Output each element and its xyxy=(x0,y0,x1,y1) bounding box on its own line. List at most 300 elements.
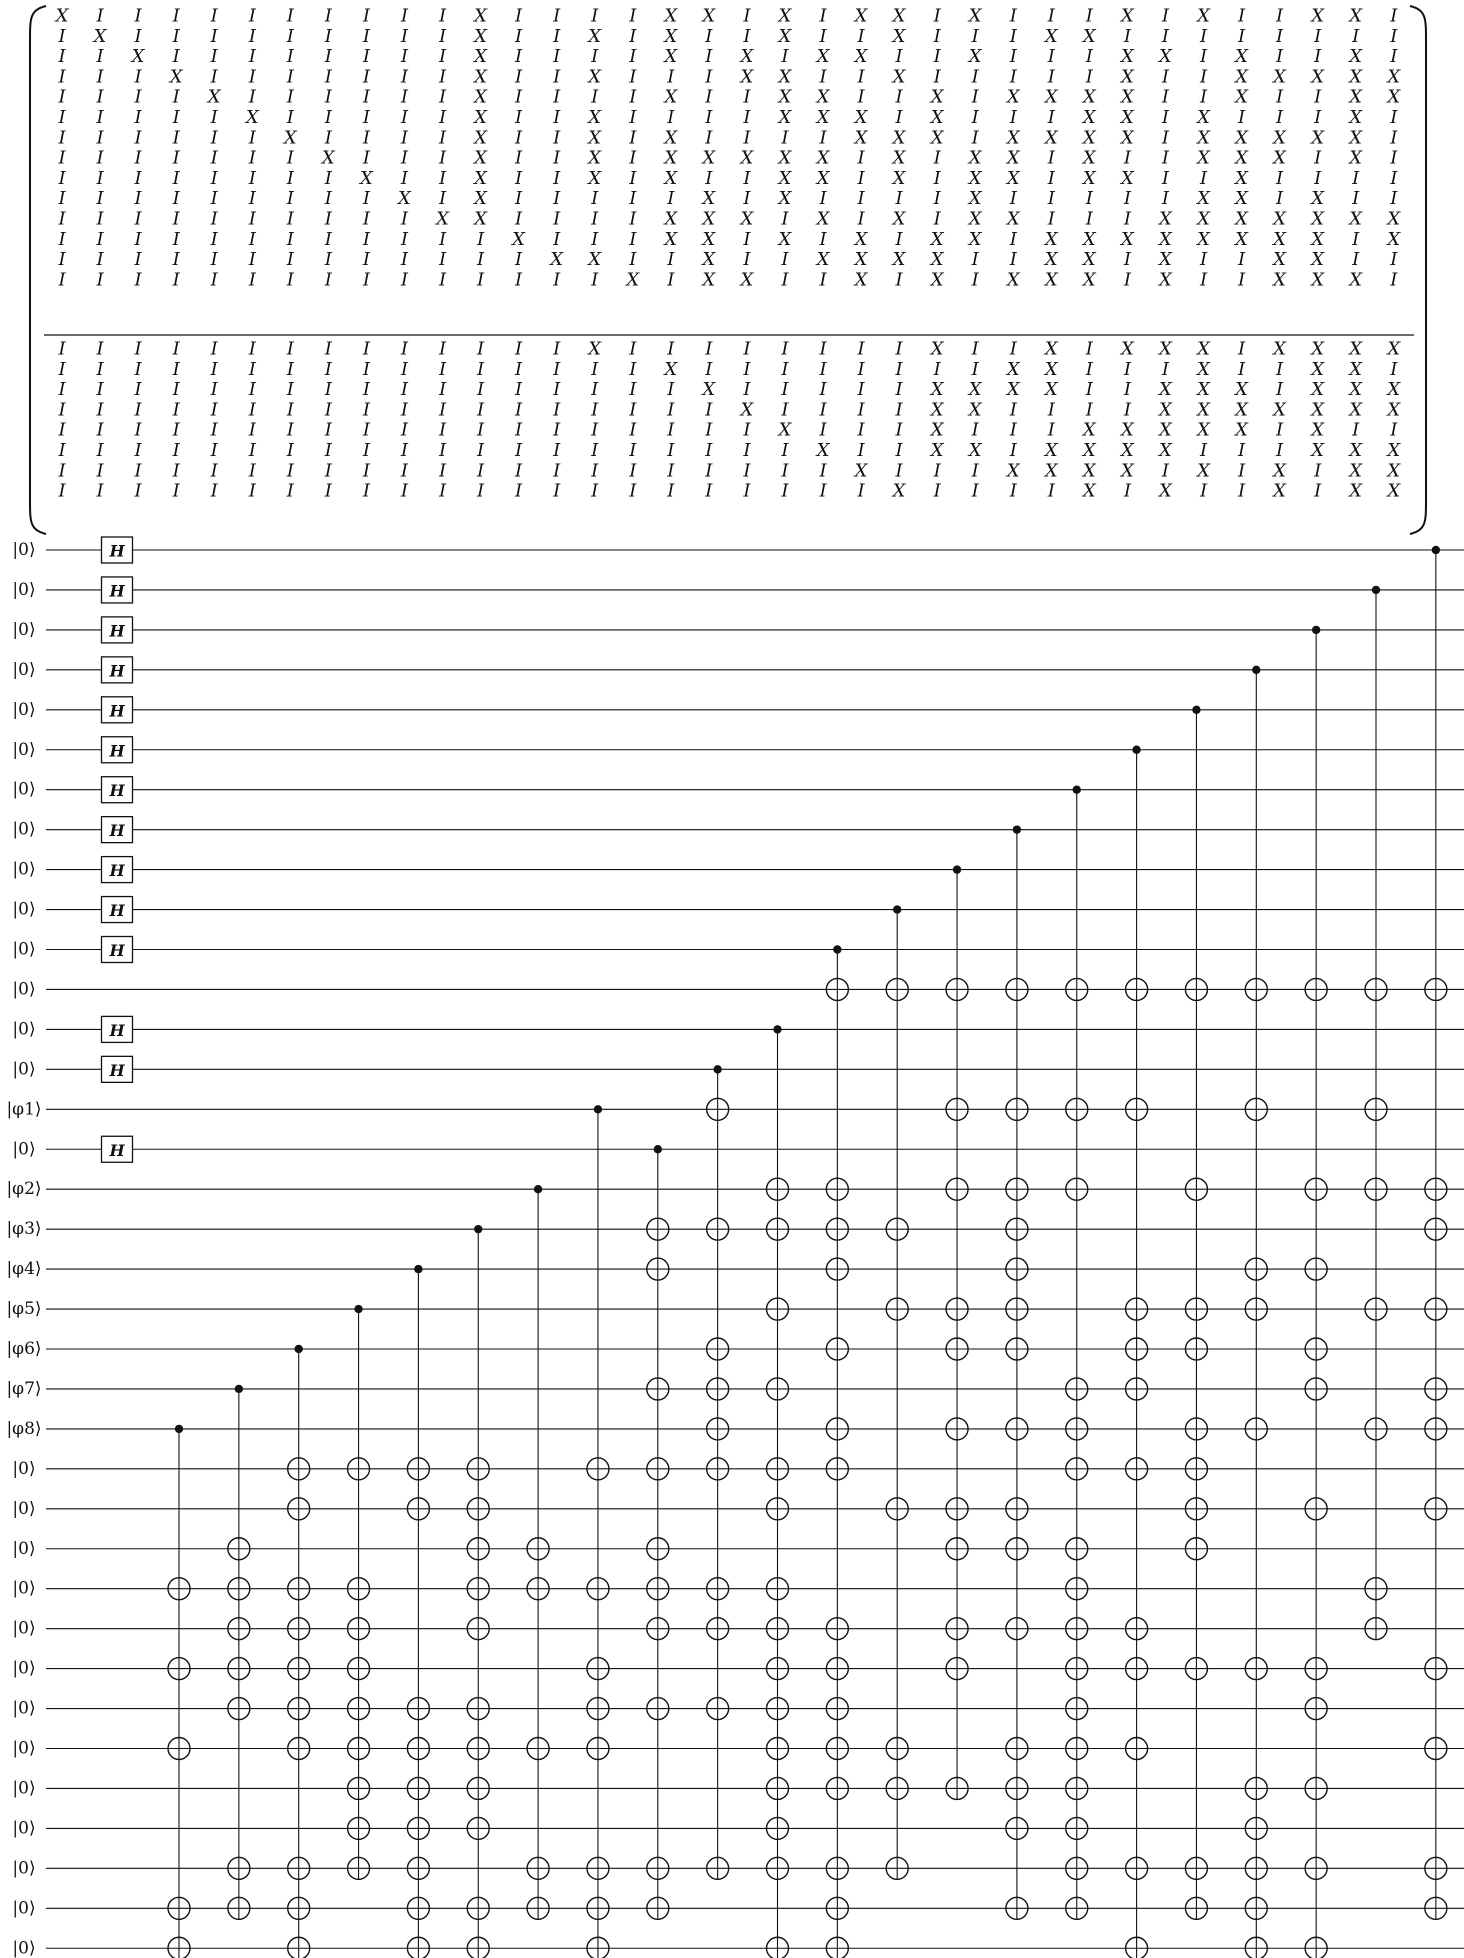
matrix-cell: I xyxy=(324,46,332,68)
matrix-cell: I xyxy=(1276,167,1284,189)
matrix-cell: I xyxy=(438,127,447,149)
matrix-cell: I xyxy=(705,127,713,149)
matrix-cell: X xyxy=(930,419,944,441)
matrix-cell: I xyxy=(591,358,599,380)
matrix-cell: I xyxy=(286,107,294,128)
matrix-cell: I xyxy=(134,127,142,149)
matrix-cell: I xyxy=(400,480,409,502)
matrix-cell: I xyxy=(362,66,370,88)
matrix-cell: I xyxy=(743,358,751,380)
matrix-cell: I xyxy=(591,480,599,502)
wire-label: |0⟩ xyxy=(12,979,36,1000)
matrix-cell: I xyxy=(286,167,294,189)
matrix-cell: X xyxy=(664,46,678,68)
matrix-cell: X xyxy=(664,86,678,108)
matrix-cell: X xyxy=(1197,399,1210,421)
matrix-cell: X xyxy=(664,228,678,250)
matrix-cell: I xyxy=(172,440,180,461)
control-dot xyxy=(893,905,901,913)
matrix-cell: X xyxy=(702,147,716,169)
matrix-cell: I xyxy=(438,480,447,502)
matrix-cell: X xyxy=(398,188,411,210)
matrix-cell: I xyxy=(96,127,104,149)
matrix-cell: I xyxy=(515,460,523,482)
matrix-cell: X xyxy=(930,249,944,271)
matrix-cell: I xyxy=(1047,5,1055,27)
control-dot xyxy=(175,1425,183,1433)
matrix-cell: I xyxy=(96,480,104,502)
matrix-cell: I xyxy=(210,440,218,461)
matrix-cell: I xyxy=(248,338,256,360)
matrix-cell: I xyxy=(400,269,409,291)
matrix-cell: X xyxy=(664,147,678,169)
matrix-cell: X xyxy=(588,127,602,149)
matrix-cell: X xyxy=(1120,46,1134,68)
matrix-cell: I xyxy=(400,399,409,421)
matrix-cell: X xyxy=(207,86,221,108)
matrix-cell: I xyxy=(895,107,903,128)
matrix-cell: I xyxy=(1047,188,1055,210)
matrix-cell: X xyxy=(1197,188,1210,210)
matrix-cell: X xyxy=(930,399,944,421)
matrix-cell: I xyxy=(629,127,637,149)
wire-label: |0⟩ xyxy=(12,939,36,960)
matrix-cell: I xyxy=(1199,66,1208,88)
wire-label: |0⟩ xyxy=(12,1578,36,1599)
matrix-cell: X xyxy=(1387,399,1401,421)
matrix-cell: I xyxy=(667,188,675,210)
wire-label: |0⟩ xyxy=(12,1738,36,1759)
matrix-cell: I xyxy=(971,249,979,271)
matrix-cell: I xyxy=(1390,419,1398,441)
matrix-cell: X xyxy=(1311,127,1325,149)
matrix-cell: X xyxy=(1082,460,1096,482)
matrix-cell: I xyxy=(857,338,865,360)
matrix-cell: I xyxy=(210,147,218,169)
matrix-cell: X xyxy=(664,358,678,380)
matrix-cell: I xyxy=(705,460,713,482)
matrix-cell: I xyxy=(1009,399,1017,421)
matrix-cell: I xyxy=(515,127,523,149)
matrix-cell: X xyxy=(854,46,868,68)
matrix-cell: I xyxy=(971,338,979,360)
matrix-cell: X xyxy=(930,86,944,108)
matrix-cell: I xyxy=(819,460,827,482)
matrix-cell: I xyxy=(1085,208,1093,230)
matrix-cell: I xyxy=(1161,460,1170,482)
matrix-cell: I xyxy=(324,379,332,401)
matrix-cell: X xyxy=(1349,107,1363,128)
matrix-cell: I xyxy=(96,228,104,250)
matrix-cell: I xyxy=(210,460,218,482)
matrix-cell: I xyxy=(819,188,827,210)
matrix-cell: I xyxy=(553,338,561,360)
matrix-cell: I xyxy=(1161,188,1170,210)
wire-label: |0⟩ xyxy=(12,540,36,560)
matrix-cell: I xyxy=(819,127,827,149)
matrix-cell: I xyxy=(1123,188,1131,210)
matrix-cell: X xyxy=(664,127,678,149)
matrix-cell: I xyxy=(286,25,294,47)
matrix-cell: I xyxy=(553,208,561,230)
matrix-cell: I xyxy=(210,419,218,441)
matrix-cell: I xyxy=(743,338,751,360)
matrix-cell: I xyxy=(933,25,941,47)
matrix-cell: X xyxy=(1311,228,1325,250)
matrix-cell: X xyxy=(740,66,754,88)
matrix-cell: X xyxy=(778,228,792,250)
matrix-cell: I xyxy=(476,419,485,441)
matrix-cell: X xyxy=(1006,127,1020,149)
matrix-right-paren xyxy=(1410,6,1426,534)
matrix-cell: X xyxy=(1311,338,1325,360)
matrix-cell: I xyxy=(1352,167,1360,189)
matrix-cell: X xyxy=(930,440,944,461)
matrix-cell: I xyxy=(1276,419,1284,441)
matrix-cell: I xyxy=(286,419,294,441)
matrix-cell: X xyxy=(588,66,602,88)
matrix-cell: X xyxy=(816,107,830,128)
matrix-cell: X xyxy=(1082,86,1096,108)
wire-label: |0⟩ xyxy=(12,819,36,840)
matrix-cell: I xyxy=(172,127,180,149)
wire-label: |φ8⟩ xyxy=(6,1418,42,1439)
matrix-cell: I xyxy=(1085,46,1093,68)
matrix-cell: I xyxy=(933,208,941,230)
matrix-cell: I xyxy=(1276,358,1284,380)
matrix-cell: I xyxy=(743,249,751,271)
matrix-cell: X xyxy=(1006,167,1020,189)
matrix-cell: I xyxy=(591,399,599,421)
matrix-cell: X xyxy=(892,249,906,271)
matrix-cell: I xyxy=(324,107,332,128)
matrix-cell: I xyxy=(705,358,713,380)
matrix-cell: I xyxy=(667,338,675,360)
matrix-cell: I xyxy=(248,66,256,88)
matrix-cell: I xyxy=(1276,188,1284,210)
matrix-cell: I xyxy=(591,419,599,441)
matrix-cell: I xyxy=(172,460,180,482)
matrix-cell: I xyxy=(971,86,979,108)
matrix-cell: I xyxy=(134,379,142,401)
matrix-cell: X xyxy=(1273,399,1287,421)
matrix-cell: X xyxy=(474,86,487,108)
matrix-cell: I xyxy=(591,86,599,108)
matrix-cell: I xyxy=(895,460,903,482)
matrix-cell: X xyxy=(968,5,982,27)
matrix-cell: I xyxy=(96,419,104,441)
matrix-cell: X xyxy=(1387,440,1401,461)
matrix-cell: X xyxy=(1273,66,1287,88)
matrix-cell: I xyxy=(172,399,180,421)
control-dot xyxy=(1372,586,1380,594)
matrix-cell: I xyxy=(895,86,903,108)
matrix-cell: X xyxy=(1044,440,1058,461)
matrix-cell: I xyxy=(1085,5,1093,27)
matrix-cell: I xyxy=(857,379,865,401)
matrix-cell: I xyxy=(58,338,66,360)
matrix-cell: X xyxy=(1197,338,1210,360)
matrix-cell: X xyxy=(93,25,107,47)
matrix-cell: I xyxy=(1085,399,1093,421)
matrix-cell: X xyxy=(854,127,868,149)
matrix-cell: X xyxy=(1197,228,1210,250)
matrix-cell: I xyxy=(1199,25,1208,47)
matrix-cell: I xyxy=(210,5,218,27)
matrix-cell: I xyxy=(1123,269,1131,291)
matrix-cell: X xyxy=(1044,127,1058,149)
matrix-cell: X xyxy=(1006,147,1020,169)
matrix-cell: I xyxy=(248,269,256,291)
matrix-cell: I xyxy=(743,127,751,149)
matrix-cell: X xyxy=(474,5,487,27)
matrix-cell: I xyxy=(1161,127,1170,149)
matrix-cell: I xyxy=(591,46,599,68)
matrix-cell: X xyxy=(1273,338,1287,360)
matrix-cell: I xyxy=(134,460,142,482)
matrix-cell: I xyxy=(400,86,409,108)
matrix-cell: X xyxy=(892,127,906,149)
matrix-cell: X xyxy=(1159,399,1172,421)
matrix-cell: I xyxy=(515,147,523,169)
matrix-cell: I xyxy=(857,399,865,421)
matrix-cell: I xyxy=(1047,419,1055,441)
matrix-cell: I xyxy=(1123,249,1131,271)
matrix-cell: I xyxy=(248,25,256,47)
matrix-cell: I xyxy=(96,208,104,230)
matrix-cell: I xyxy=(1199,86,1208,108)
matrix-cell: X xyxy=(588,249,602,271)
matrix-cell: I xyxy=(743,86,751,108)
matrix-cell: I xyxy=(324,188,332,210)
matrix-cell: I xyxy=(1390,127,1398,149)
matrix-cell: I xyxy=(1161,147,1170,169)
matrix-cell: X xyxy=(550,249,564,271)
matrix-cell: I xyxy=(96,66,104,88)
matrix-cell: I xyxy=(1123,480,1131,502)
matrix-cell: X xyxy=(1235,399,1248,421)
matrix-cell: I xyxy=(1276,86,1284,108)
matrix-cell: I xyxy=(743,379,751,401)
matrix-cell: I xyxy=(248,188,256,210)
matrix-cell: I xyxy=(667,399,675,421)
matrix-cell: I xyxy=(667,379,675,401)
matrix-cell: I xyxy=(1390,107,1398,128)
matrix-cell: I xyxy=(553,269,561,291)
matrix-cell: I xyxy=(857,188,865,210)
matrix-cell: I xyxy=(400,379,409,401)
wire-label: |0⟩ xyxy=(12,859,36,880)
matrix-cell: I xyxy=(781,379,789,401)
matrix-cell: I xyxy=(819,25,827,47)
matrix-cell: I xyxy=(210,208,218,230)
matrix-cell: I xyxy=(553,440,561,461)
matrix-cell: I xyxy=(172,147,180,169)
matrix-cell: X xyxy=(1311,66,1325,88)
control-dot xyxy=(534,1185,542,1193)
matrix-cell: I xyxy=(629,399,637,421)
matrix-cell: I xyxy=(591,269,599,291)
matrix-cell: I xyxy=(1352,228,1360,250)
matrix-cell: I xyxy=(438,46,447,68)
matrix-cell: I xyxy=(58,480,66,502)
matrix-cell: X xyxy=(930,127,944,149)
matrix-cell: I xyxy=(553,419,561,441)
matrix-cell: I xyxy=(933,188,941,210)
matrix-cell: I xyxy=(629,480,637,502)
matrix-cell: X xyxy=(1349,147,1363,169)
matrix-cell: I xyxy=(324,25,332,47)
matrix-cell: I xyxy=(324,208,332,230)
matrix-cell: I xyxy=(1237,25,1246,47)
matrix-cell: X xyxy=(1387,208,1401,230)
wire-label: |0⟩ xyxy=(12,1618,36,1639)
matrix-cell: I xyxy=(1314,86,1322,108)
matrix-cell: X xyxy=(1197,419,1210,441)
matrix-cell: I xyxy=(781,460,789,482)
matrix-cell: I xyxy=(1237,338,1246,360)
matrix-cell: X xyxy=(1197,460,1210,482)
matrix-cell: I xyxy=(781,46,789,68)
matrix-cell: I xyxy=(438,358,447,380)
matrix-cell: I xyxy=(629,419,637,441)
matrix-cell: I xyxy=(1161,167,1170,189)
matrix-cell: I xyxy=(629,5,637,27)
matrix-cell: I xyxy=(172,86,180,108)
matrix-cell: X xyxy=(1044,86,1058,108)
matrix-cell: X xyxy=(816,86,830,108)
matrix-cell: X xyxy=(930,107,944,128)
matrix-cell: I xyxy=(134,25,142,47)
matrix-cell: I xyxy=(553,379,561,401)
matrix-cell: I xyxy=(933,460,941,482)
matrix-cell: I xyxy=(1199,249,1208,271)
matrix-cell: I xyxy=(705,66,713,88)
matrix-cell: I xyxy=(400,167,409,189)
matrix-cell: I xyxy=(933,46,941,68)
matrix-cell: I xyxy=(438,399,447,421)
matrix-cell: I xyxy=(515,66,523,88)
matrix-cell: I xyxy=(362,249,370,271)
matrix-cell: I xyxy=(1161,107,1170,128)
matrix-cell: I xyxy=(476,358,485,380)
matrix-cell: I xyxy=(895,338,903,360)
wire-label: |0⟩ xyxy=(12,619,36,640)
matrix-cell: I xyxy=(96,269,104,291)
matrix-cell: I xyxy=(743,167,751,189)
matrix-cell: X xyxy=(1197,358,1210,380)
matrix-cell: I xyxy=(58,25,66,47)
matrix-cell: I xyxy=(857,419,865,441)
matrix-cell: X xyxy=(854,107,868,128)
matrix-cell: I xyxy=(819,66,827,88)
matrix-cell: I xyxy=(933,147,941,169)
matrix-cell: I xyxy=(248,480,256,502)
matrix-cell: I xyxy=(400,419,409,441)
matrix-cell: I xyxy=(667,480,675,502)
matrix-cell: I xyxy=(971,480,979,502)
matrix-cell: X xyxy=(816,147,830,169)
matrix-cell: I xyxy=(438,460,447,482)
matrix-cell: X xyxy=(1349,66,1363,88)
matrix-cell: I xyxy=(248,5,256,27)
matrix-cell: I xyxy=(362,5,370,27)
matrix-cell: I xyxy=(857,86,865,108)
matrix-cell: X xyxy=(1044,228,1058,250)
matrix-cell: X xyxy=(1235,46,1248,68)
matrix-cell: X xyxy=(968,147,982,169)
matrix-cell: I xyxy=(553,86,561,108)
matrix-cell: I xyxy=(515,358,523,380)
matrix-cell: X xyxy=(474,46,487,68)
matrix-cell: X xyxy=(1311,208,1325,230)
matrix-cell: I xyxy=(743,460,751,482)
matrix-cell: I xyxy=(1237,269,1246,291)
matrix-cell: X xyxy=(1349,338,1363,360)
matrix-cell: I xyxy=(819,358,827,380)
matrix-cell: X xyxy=(321,147,335,169)
matrix-cell: I xyxy=(362,460,370,482)
matrix-cell: X xyxy=(930,228,944,250)
matrix-cell: X xyxy=(1311,399,1325,421)
matrix-cell: I xyxy=(362,399,370,421)
matrix-cell: I xyxy=(781,440,789,461)
matrix-cell: X xyxy=(1082,480,1096,502)
matrix-cell: I xyxy=(210,338,218,360)
wire-label: |0⟩ xyxy=(12,1458,36,1479)
matrix-cell: X xyxy=(854,228,868,250)
matrix-cell: I xyxy=(819,379,827,401)
control-dot xyxy=(713,1065,721,1073)
matrix-cell: X xyxy=(588,147,602,169)
matrix-cell: X xyxy=(1159,440,1172,461)
matrix-cell: X xyxy=(588,107,602,128)
matrix-cell: X xyxy=(1082,25,1096,47)
matrix-cell: X xyxy=(1082,107,1096,128)
matrix-cell: I xyxy=(1237,480,1246,502)
matrix-cell: X xyxy=(740,399,754,421)
matrix-cell: I xyxy=(1161,86,1170,108)
matrix-cell: I xyxy=(515,480,523,502)
matrix-cell: I xyxy=(781,127,789,149)
matrix-cell: I xyxy=(629,440,637,461)
matrix-cell: I xyxy=(971,66,979,88)
matrix-cell: I xyxy=(1314,46,1322,68)
matrix-cell: X xyxy=(1120,5,1134,27)
matrix-cell: I xyxy=(324,338,332,360)
matrix-cell: I xyxy=(248,86,256,108)
matrix-cell: X xyxy=(1197,147,1210,169)
matrix-cell: X xyxy=(1159,208,1172,230)
matrix-cell: I xyxy=(58,249,66,271)
matrix-cell: I xyxy=(1009,66,1017,88)
hadamard-label: H xyxy=(109,541,125,561)
matrix-cell: I xyxy=(553,399,561,421)
matrix-cell: X xyxy=(892,480,906,502)
matrix-cell: X xyxy=(55,5,69,27)
matrix-cell: X xyxy=(664,5,678,27)
matrix-cell: X xyxy=(474,25,487,47)
matrix-cell: I xyxy=(515,440,523,461)
matrix-cell: I xyxy=(515,338,523,360)
matrix-cell: I xyxy=(438,25,447,47)
matrix-cell: I xyxy=(172,107,180,128)
matrix-cell: I xyxy=(705,46,713,68)
matrix-cell: I xyxy=(591,208,599,230)
matrix-cell: X xyxy=(1197,5,1210,27)
matrix-cell: I xyxy=(134,167,142,189)
matrix-cell: I xyxy=(96,86,104,108)
